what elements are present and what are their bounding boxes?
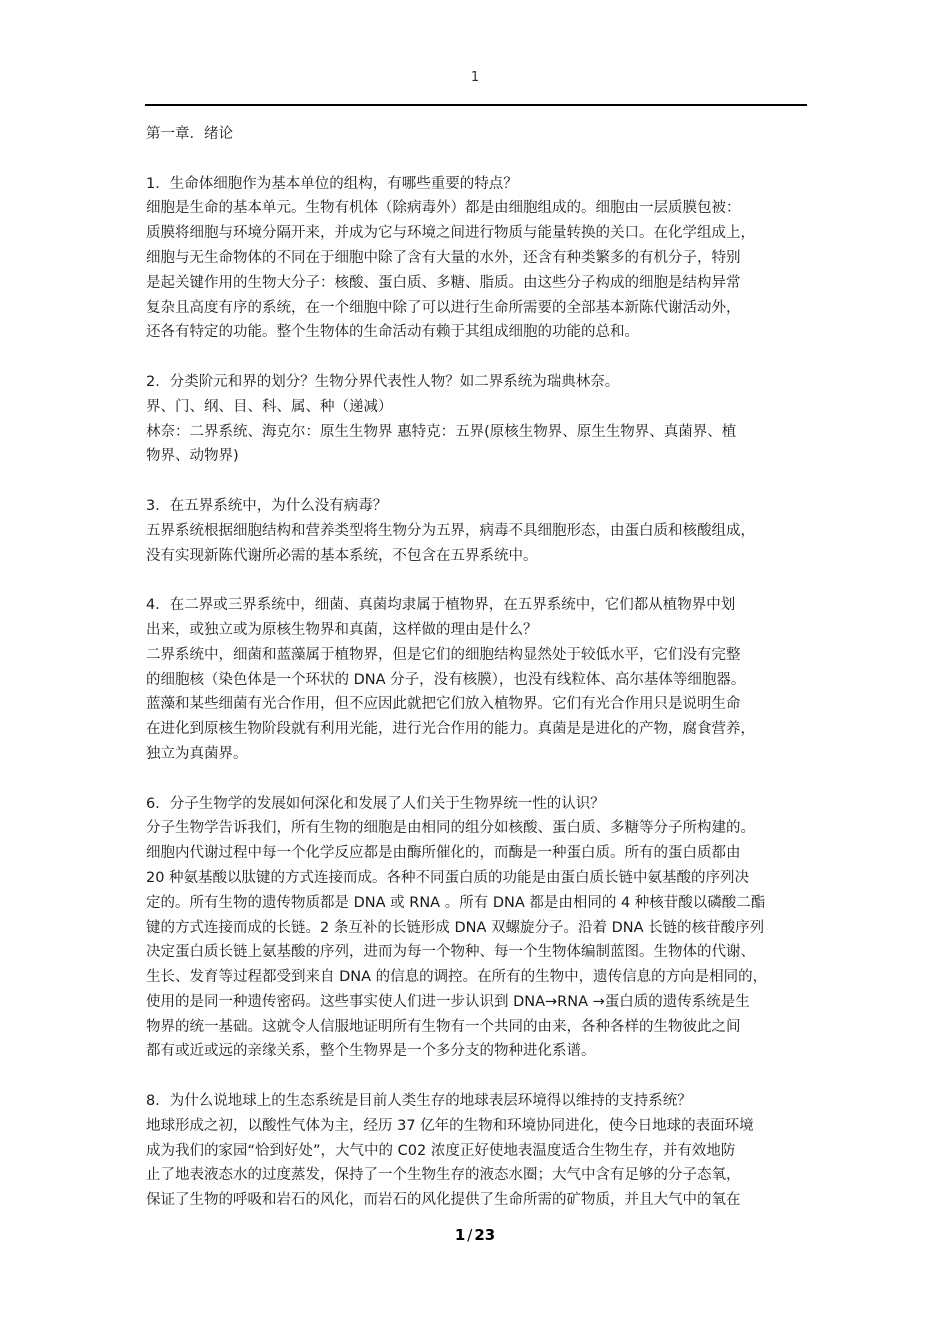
section-q6	[146, 792, 818, 1065]
answer-line: 是起关键作用的生物大分子：核酸、蛋白质、多糖、脂质。由这些分子构成的细胞是结构异常	[146, 274, 741, 291]
answer-line: 物界、动物界)	[146, 448, 239, 465]
page-footer-pagination	[0, 1226, 950, 1244]
paragraph-spacer	[146, 1064, 818, 1089]
answer-line: 使用的是同一种遗传密码。这些事实使人们进一步认识到 DNA→RNA →蛋白质的遗传系统是生	[146, 993, 750, 1010]
answer-line: 在进化到原核生物阶段就有利用光能，进行光合作用的能力。真菌是是进化的产物，腐食营养，	[146, 721, 755, 738]
section-q2	[146, 370, 818, 469]
answer-line: 生长、发育等过程都受到来自 DNA 的信息的调控。在所有的生物中，遗传信息的方向是相同的，	[146, 969, 768, 986]
answer-line: 质膜将细胞与环境分隔开来，并成为它与环境之间进行物质与能量转换的关口。在化学组成上，	[146, 225, 755, 242]
answer-line: 保证了生物的呼吸和岩石的风化，而岩石的风化提供了生命所需的矿物质，并且大气中的氧在	[146, 1192, 741, 1209]
total-pages-number: 23	[474, 1226, 496, 1244]
answer-line: 成为我们的家园“恰到好处”，大气中的 C02 浓度正好使地表温度适合生物生存，并有效地防	[146, 1142, 736, 1159]
answer-line: 都有或近或远的亲缘关系，整个生物界是一个多分支的物种进化系谱。	[146, 1043, 596, 1060]
answer-line: 决定蛋白质长链上氨基酸的序列，进而为每一个物种、每一个生物体编制蓝图。生物体的代谢、	[146, 944, 755, 961]
chapter-title: 第一章．绪论	[146, 126, 233, 142]
answer-line: 的细胞核（染色体是一个环状的 DNA 分子，没有核膜），也没有线粒体、高尔基体等细胞器。	[146, 671, 746, 688]
answer-line: 没有实现新陈代谢所必需的基本系统，不包含在五界系统中。	[146, 547, 538, 564]
paragraph-spacer	[146, 345, 818, 370]
answer-line: 20 种氨基酸以肽键的方式连接而成。各种不同蛋白质的功能是由蛋白质长链中氨基酸的序列决	[146, 869, 750, 886]
question-heading: 8．为什么说地球上的生态系统是目前人类生存的地球表层环境得以维持的支持系统？	[146, 1093, 692, 1110]
answer-line: 细胞与无生命物体的不同在于细胞中除了含有大量的水外，还含有种类繁多的有机分子，特别	[146, 249, 741, 266]
section-q8	[146, 1089, 818, 1213]
answer-line: 界、门、纲、目、科、属、种（递减）	[146, 398, 393, 415]
section-q1	[146, 172, 818, 346]
answer-line: 二界系统中，细菌和蓝藻属于植物界，但是它们的细胞结构显然处于较低水平，它们没有完整	[146, 646, 741, 663]
question-heading: 3．在五界系统中，为什么没有病毒？	[146, 497, 388, 514]
question-heading: 6．分子生物学的发展如何深化和发展了人们关于生物界统一性的认识？	[146, 795, 605, 812]
page-header-number: 1	[470, 70, 480, 85]
paragraph-spacer	[146, 767, 818, 792]
question-heading: 出来，或独立或为原核生物界和真菌，这样做的理由是什么？	[146, 621, 538, 638]
answer-line: 林奈：二界系统、海克尔：原生生物界 惠特克：五界(原核生物界、原生生物界、真菌界、植	[146, 423, 737, 440]
answer-line: 止了地表液态水的过度蒸发，保持了一个生物生存的液态水圈；大气中含有足够的分子态氧，	[146, 1167, 741, 1184]
answer-line: 五界系统根据细胞结构和营养类型将生物分为五界，病毒不具细胞形态，由蛋白质和核酸组成，	[146, 522, 755, 539]
section-q4	[146, 593, 818, 767]
paragraph-spacer	[146, 469, 818, 494]
answer-line: 分子生物学告诉我们，所有生物的细胞是由相同的组分如核酸、蛋白质、多糖等分子所构建的。	[146, 820, 755, 837]
question-heading: 2．分类阶元和界的划分？生物分界代表性人物？如二界系统为瑞典林奈。	[146, 373, 620, 390]
header-divider	[145, 104, 807, 106]
answer-line: 物界的统一基础。这就令人信服地证明所有生物有一个共同的由来，各种各样的生物彼此之间	[146, 1018, 741, 1035]
answer-line: 地球形成之初，以酸性气体为主，经历 37 亿年的生物和环境协同进化，使今日地球的表面环境	[146, 1117, 754, 1134]
answer-line: 细胞内代谢过程中每一个化学反应都是由酶所催化的，而酶是一种蛋白质。所有的蛋白质都由	[146, 845, 741, 862]
answer-line: 独立为真菌界。	[146, 745, 248, 762]
document-body	[146, 122, 818, 1213]
question-heading: 1．生命体细胞作为基本单位的组构，有哪些重要的特点？	[146, 175, 518, 192]
answer-line: 还各有特定的功能。整个生物体的生命活动有赖于其组成细胞的功能的总和。	[146, 324, 639, 341]
answer-line: 蓝藻和某些细菌有光合作用，但不应因此就把它们放入植物界。它们有光合作用只是说明生命	[146, 696, 741, 713]
answer-line: 定的。所有生物的遗传物质都是 DNA 或 RNA 。所有 DNA 都是由相同的 4 种核苷酸以磷酸二酯	[146, 894, 766, 911]
answer-line: 键的方式连接而成的长链。2 条互补的长链形成 DNA 双螺旋分子。沿着 DNA 长链的核苷酸序列	[146, 919, 765, 936]
paragraph-spacer	[146, 568, 818, 593]
current-page-number: 1	[454, 1226, 466, 1244]
paragraph-spacer	[146, 147, 818, 172]
question-heading: 4．在二界或三界系统中，细菌、真菌均隶属于植物界，在五界系统中，它们都从植物界中划	[146, 597, 736, 614]
section-q3	[146, 494, 818, 568]
page-separator: /	[467, 1226, 473, 1244]
answer-line: 细胞是生命的基本单元。生物有机体（除病毒外）都是由细胞组成的。细胞由一层质膜包被：	[146, 200, 741, 217]
answer-line: 复杂且高度有序的系统，在一个细胞中除了可以进行生命所需要的全部基本新陈代谢活动外，	[146, 299, 741, 316]
